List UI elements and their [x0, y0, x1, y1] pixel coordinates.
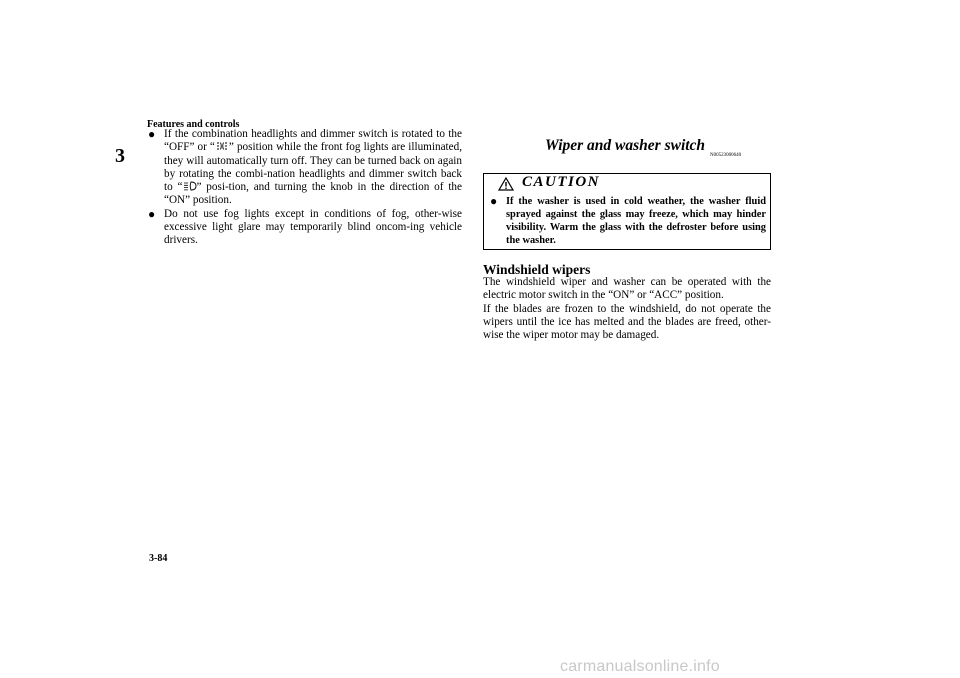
subsection-title: Windshield wipers [483, 262, 591, 277]
list-item [148, 208, 462, 248]
caution-header [484, 174, 770, 194]
bullet-text-part: If the combination headlights and dimmer switch is rotated to the “OFF” or “ [164, 128, 462, 154]
caution-label: CAUTION [522, 174, 601, 190]
subsection-body [483, 276, 771, 342]
paragraph: If the blades are frozen to the windshield, do not operate the wipers until the ice has melted and the blades are freed, other-wise the wiper motor may be damaged. [483, 302, 771, 342]
bullet-text: Do not use fog lights except in conditions of fog, other-wise excessive light glare may temporarily blind oncom-ing vehicle drivers. [164, 207, 462, 247]
list-item [148, 128, 462, 208]
chapter-tab: 3 [115, 145, 125, 167]
watermark: carmanualsonline.info [560, 658, 720, 675]
paragraph: The windshield wiper and washer can be operated with the electric motor switch in the “ON” or “ACC” position. [483, 276, 771, 302]
bullet-icon: ● [148, 127, 156, 141]
left-column [148, 128, 462, 248]
bullet-icon: ● [148, 206, 156, 221]
section-title: Wiper and washer switch [545, 137, 706, 154]
bullet-text-part: ” position while the front fog lights are illuminated, they will automatically turn off. They can be turned back on again by rotating the combi-nation headlights and dimmer switch back to “ [164, 141, 462, 194]
list-item [490, 195, 766, 247]
warning-triangle-icon [498, 177, 514, 191]
caution-text [490, 195, 766, 247]
parking-light-icon [215, 141, 229, 151]
running-header: Features and controls [147, 119, 240, 130]
headlight-icon [183, 181, 197, 191]
caution-box [483, 173, 771, 250]
bullet-text-part: ” posi-tion, and turning the knob in the direction of the “ON” position. [164, 181, 462, 207]
section-code: N00523000640 [710, 153, 742, 158]
caution-body: If the washer is used in cold weather, the washer fluid sprayed against the glass may freeze, which may hinder visibility. Warm the glass with the defroster before using the washer. [506, 196, 766, 246]
page-number: 3-84 [149, 553, 168, 564]
bullet-icon: ● [490, 194, 498, 208]
